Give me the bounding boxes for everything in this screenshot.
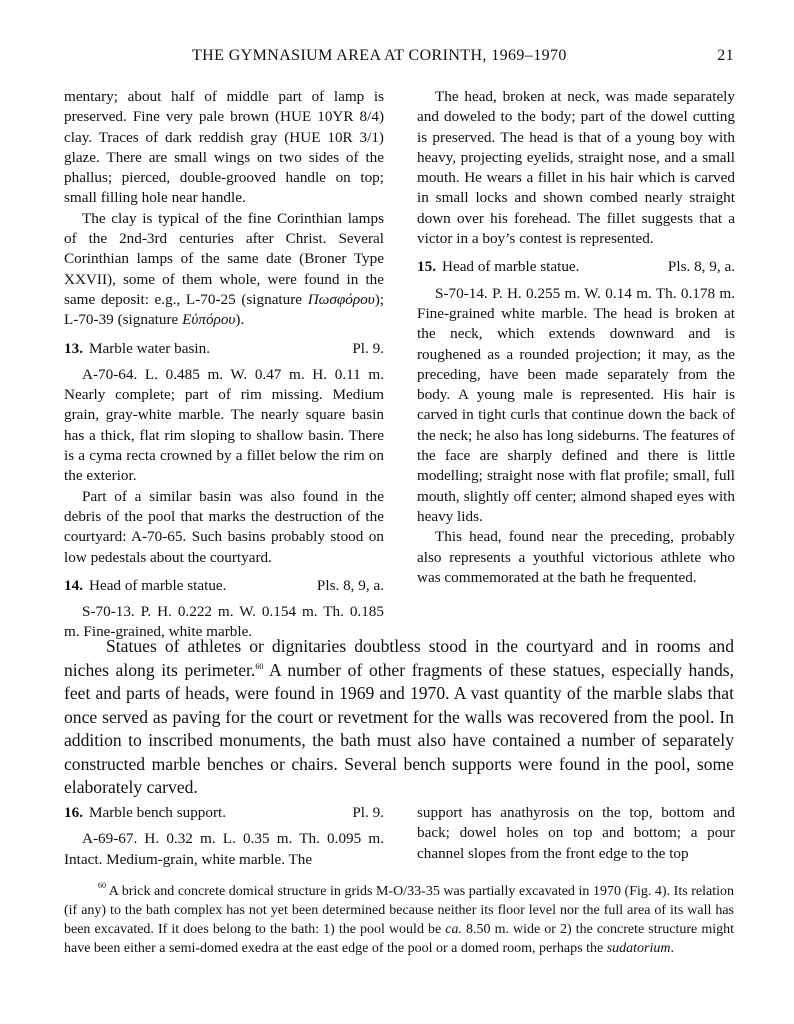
entry-number: 16. [64, 804, 83, 821]
footnote-reference: 60 [255, 661, 264, 671]
entry-16-text-continued: support has anathyrosis on the top, bottom and back; dowel holes on top and bottom; a pour channel slopes from the front edge to the top [417, 804, 735, 862]
entry-16-heading [64, 803, 384, 823]
footnote-60: $^{60}$ A brick and concrete domical structure in grids M-O/33-35 was partially excavated in 1970 (Fig. 4). Its relation (if any) to the bath complex has not yet been determined because neither its floor level nor the full area of its wall has been excavated. If it does belong to the bath: 1) the pool would be ca. 8.50 m. wide or 2) the concrete structure might have been either a semi-domed exedra at the east edge of the pool or a domed room, perhaps the sudatorium. [64, 881, 734, 956]
lamp-description-end: mentary; about half of middle part of lamp is preserved. Fine very pale brown (HUE 10YR 8/4) clay. Traces of dark reddish gray (HUE 10R 3/1) glaze. There are small wings on two sides of the phallus; pierced, double-grooved handle on top; small filling hole near handle. [64, 88, 384, 207]
entry-number: 13. [64, 339, 83, 357]
entry-label: Head of marble statue. [88, 576, 227, 594]
entry-number: 14. [64, 576, 83, 594]
entry-15-heading [417, 257, 735, 277]
entry-number: 15. [417, 258, 436, 276]
entry-14-continued: The head, broken at neck, was made separately and doweled to the body; part of the dowel cutting is preserved. The head is that of a young boy with heavy, projecting eyelids, straight nose, and a small mouth. He wears a fillet in his hair which is carved in small locks and shown combed nearly straight down over his forehead. The fillet suggests that a victor in a boy’s contest is represented. [417, 88, 735, 248]
entry-label: Marble water basin. [88, 339, 211, 357]
entry-plates: Pl. 9. [352, 339, 384, 357]
left-column [64, 87, 384, 643]
entry-16-text: A-69-67. H. 0.32 m. L. 0.35 m. Th. 0.095 m. Intact. Medium-grain, white marble. The [64, 830, 384, 868]
entry-plates: Pls. 8, 9, a. [667, 258, 735, 276]
entry-14-text: S-70-13. P. H. 0.222 m. W. 0.154 m. Th. 0.185 m. Fine-grained, white marble. [64, 603, 384, 641]
entry-13-text-2: Part of a similar basin was also found in the debris of the pool that marks the destruction of the courtyard: A-70-65. Such basins probably stood on low pedestals about the courtyard. [64, 487, 384, 566]
entry-13-text: A-70-64. L. 0.485 m. W. 0.47 m. H. 0.11 m. Nearly complete; part of rim missing. Medium grain, gray-white marble. The nearly square basin has a thick, flat rim sloping to shallow basin. There is a cyma recta crowned by a fillet below the rim on the exterior. [64, 365, 384, 485]
entry-14-heading [64, 576, 384, 596]
entry-16-left [64, 803, 384, 870]
right-column [417, 87, 735, 588]
entry-plates: Pl. 9. [352, 804, 384, 821]
entry-16-right [417, 803, 735, 864]
main-paragraph: Statues of athletes or dignitaries doubtless stood in the courtyard and in rooms and niches along its perimeter.$^{60}$ A number of other fragments of these statues, especially hands, feet and parts of heads, were found in 1969 and 1970. A vast quantity of the marble slabs that once served as paving for the court or revetment for the walls was recovered from the pool. In addition to inscribed monuments, the bath must also have contained a number of separately constructed marble benches or chairs. Several bench supports were found in the pool, some elaborately carved. [64, 636, 734, 797]
sudatorium-term: sudatorium [606, 941, 671, 956]
entry-plates: Pls. 8, 9, a. [316, 576, 384, 594]
entry-label: Marble bench support. [88, 804, 227, 821]
running-title: THE GYMNASIUM AREA AT CORINTH, 1969–1970 [192, 47, 567, 64]
lamp-commentary: The clay is typical of the fine Corinthian lamps of the 2nd-3rd centuries after Christ. Several Corinthian lamps of the same date (Broner Type XXVII), some of them whole, were found in the same deposit: e.g., L-70-25 (signature Πωσφόρου); L-70-39 (signature Εὐπόρου). [64, 209, 384, 329]
entry-15-text: S-70-14. P. H. 0.255 m. W. 0.14 m. Th. 0.178 m. Fine-grained white marble. The head is broken at the neck, which extends downward and is roughened as a rounded projection; it may, as the preceding, have been made separately from the body. A young male is represented. His hair is carved in tight curls that continue down the back of the neck; he also has long sideburns. The features of the face are sharply defined and there is little modelling; straight nose with flat profile; small, full mouth, slightly off center; almond shaped eyes with heavy lids. [417, 284, 735, 525]
entry-15-text-2: This head, found near the preceding, probably also represents a youthful victorious athlete who was commemorated at the bath he frequented. [417, 528, 735, 586]
page-number: 21 [717, 47, 734, 64]
greek-signature-1: Πωσφόρου [307, 290, 375, 308]
entry-label: Head of marble statue. [441, 258, 580, 276]
footnote-number: 60 [98, 881, 106, 890]
greek-signature-2: Εὐπόρου [182, 311, 236, 329]
entry-13-heading [64, 339, 384, 359]
